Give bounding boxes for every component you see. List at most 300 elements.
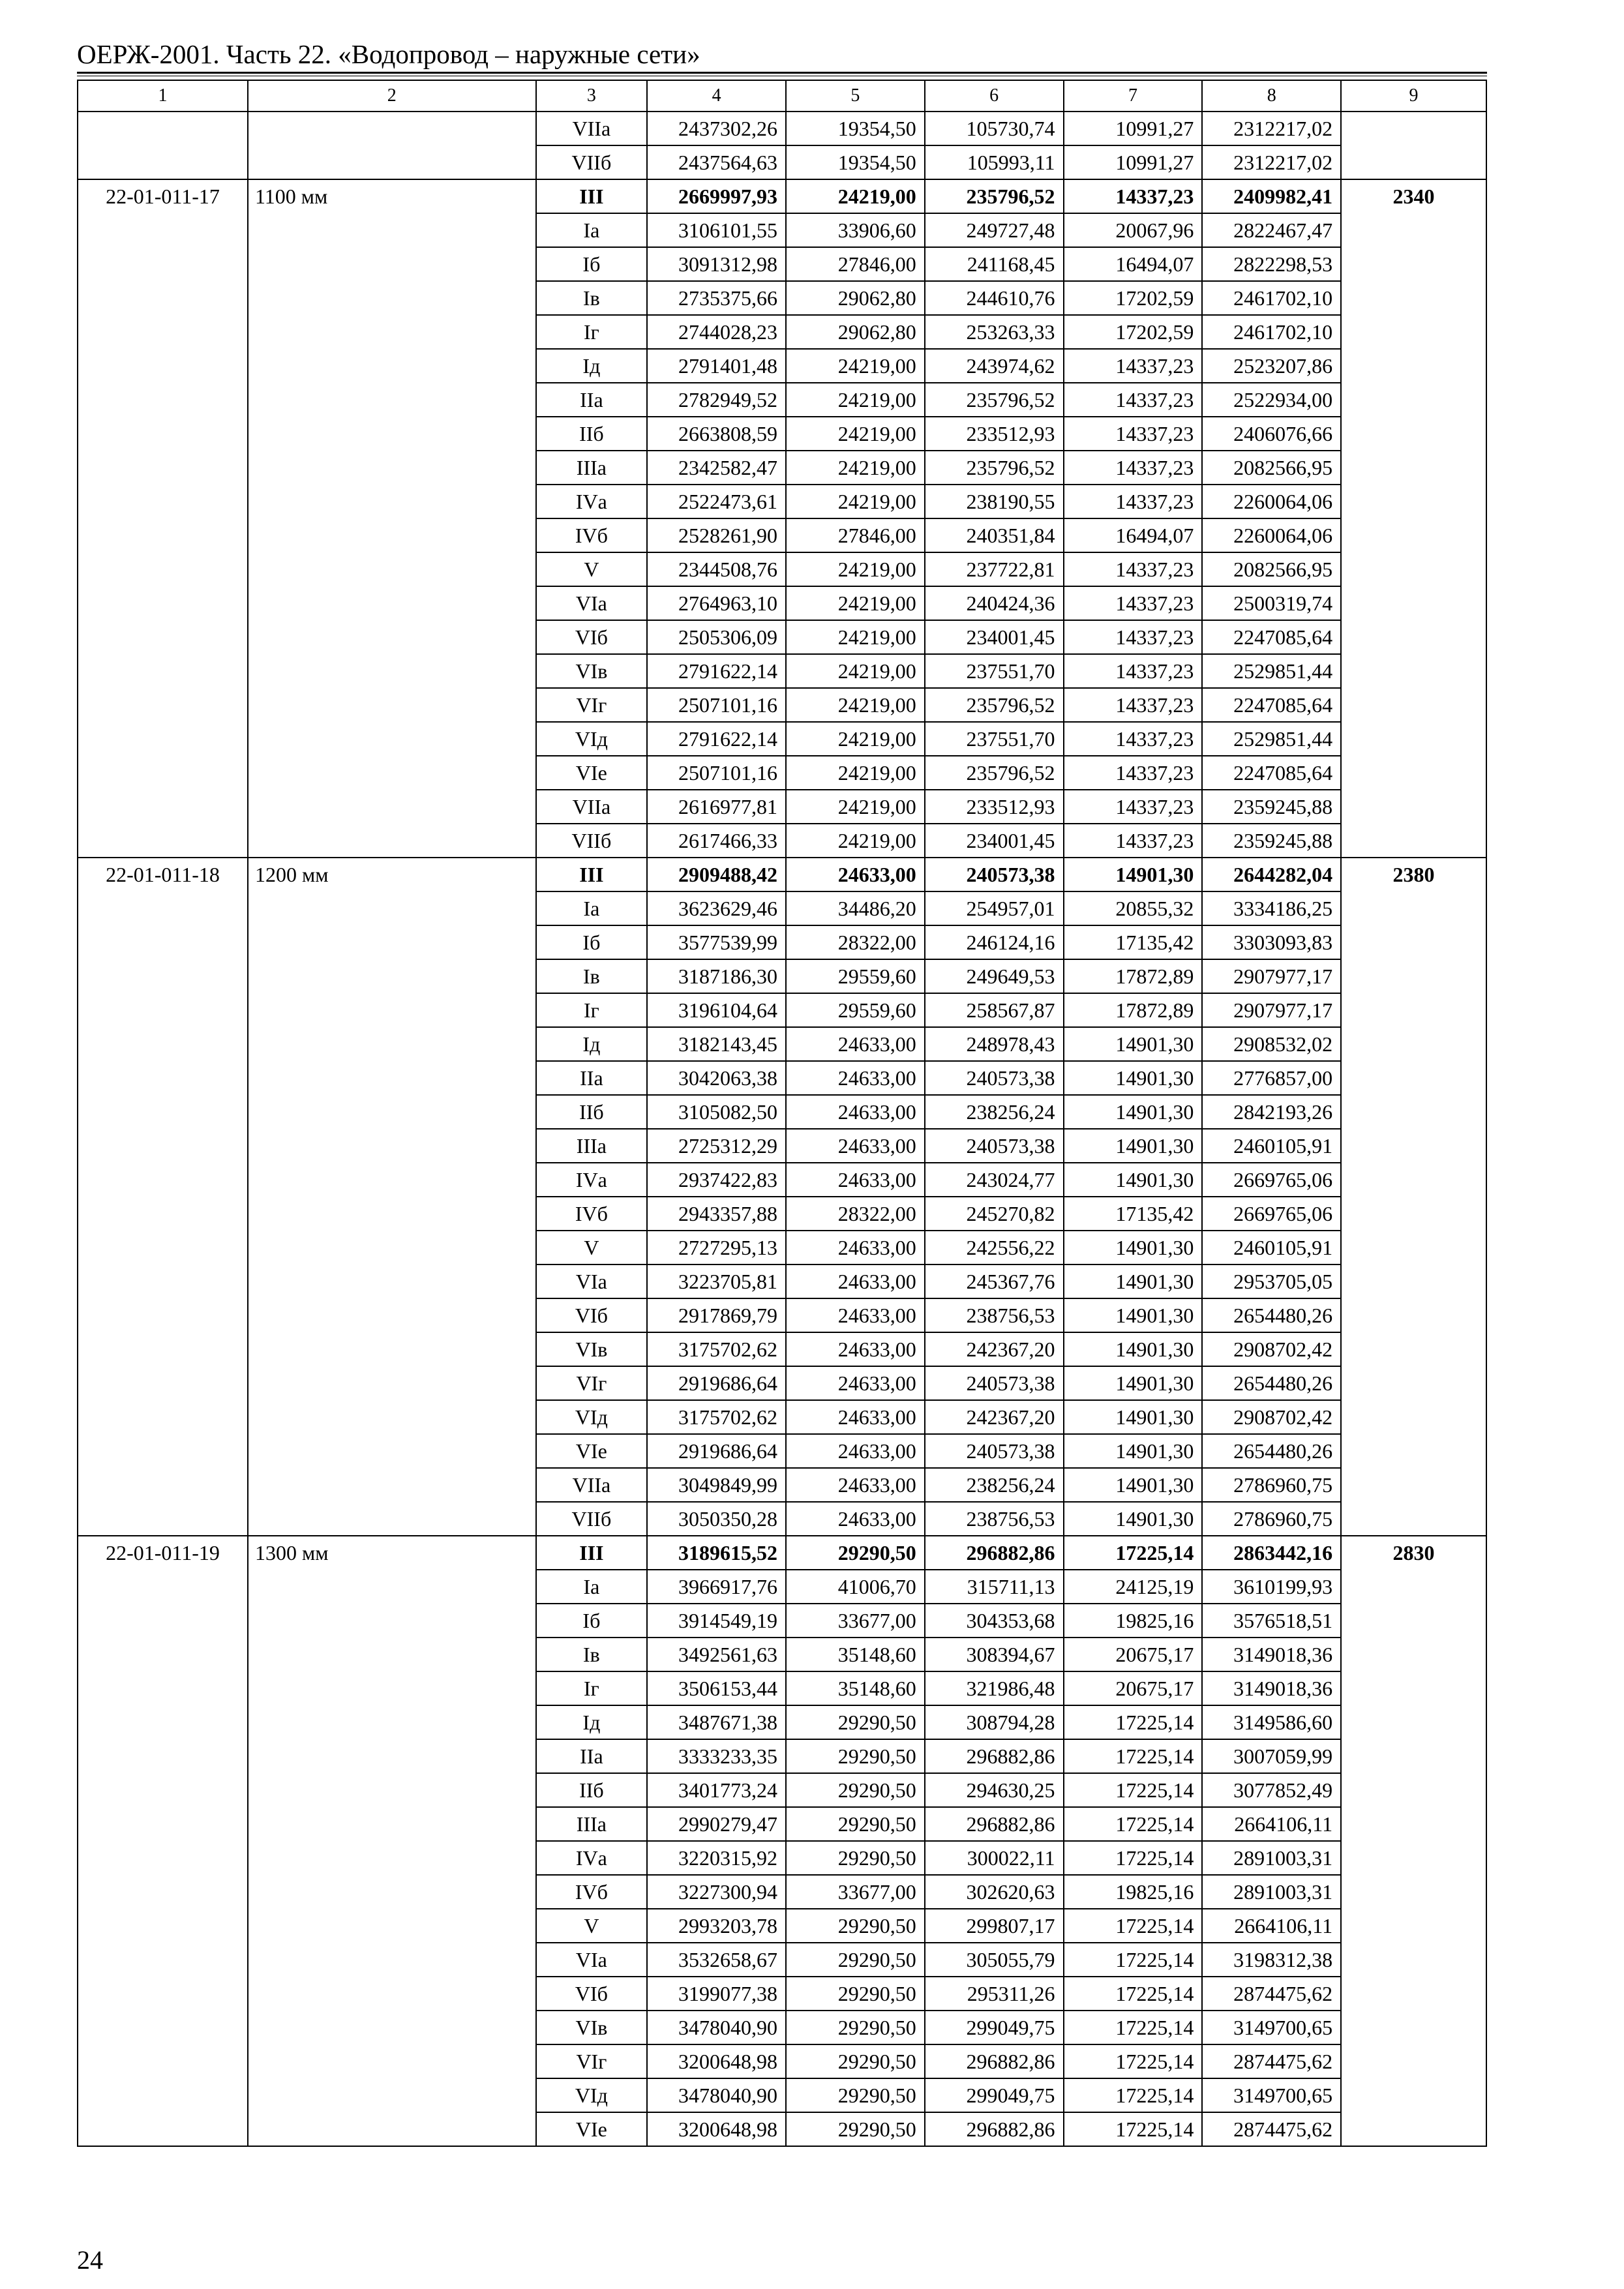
- cell-value: 14337,23: [1064, 485, 1203, 518]
- cell-value: 24219,00: [786, 688, 925, 722]
- cell-value: 17225,14: [1064, 2011, 1203, 2044]
- cell-value: 3189615,52: [647, 1536, 786, 1570]
- cell-value: 17225,14: [1064, 1909, 1203, 1943]
- cell-value: 3966917,76: [647, 1570, 786, 1604]
- cell-value: 308394,67: [925, 1638, 1064, 1671]
- cell-value: 2359245,88: [1202, 824, 1341, 858]
- cell-value: 24219,00: [786, 620, 925, 654]
- cell-value: 2669765,06: [1202, 1163, 1341, 1197]
- cell-value: 240573,38: [925, 1129, 1064, 1163]
- cell-value: 2776857,00: [1202, 1061, 1341, 1095]
- cell-value: 35148,60: [786, 1671, 925, 1705]
- cell-zone: Iа: [536, 1570, 648, 1604]
- cell-value: 3149586,60: [1202, 1705, 1341, 1739]
- cell-value: 2791401,48: [647, 349, 786, 383]
- cell-value: 2786960,75: [1202, 1468, 1341, 1502]
- cell-value: 233512,93: [925, 790, 1064, 824]
- cell-zone: IIIа: [536, 1129, 648, 1163]
- cell-value: 3077852,49: [1202, 1773, 1341, 1807]
- cell-value: 2460105,91: [1202, 1231, 1341, 1264]
- cell-value: 2082566,95: [1202, 552, 1341, 586]
- cell-value: 24219,00: [786, 586, 925, 620]
- cell-value: 2344508,76: [647, 552, 786, 586]
- cell-name: 1300 мм: [248, 1536, 536, 2146]
- cell-value: 24633,00: [786, 1434, 925, 1468]
- cell-zone: IVа: [536, 485, 648, 518]
- cell-value: 20675,17: [1064, 1671, 1203, 1705]
- cell-value: 14901,30: [1064, 1163, 1203, 1197]
- cell-zone: VIд: [536, 1400, 648, 1434]
- cell-zone: VIIб: [536, 824, 648, 858]
- column-header: 9: [1341, 80, 1486, 112]
- cell-value: 235796,52: [925, 383, 1064, 417]
- cell-value: 296882,86: [925, 1739, 1064, 1773]
- cell-value: 2937422,83: [647, 1163, 786, 1197]
- cell-zone: VIг: [536, 688, 648, 722]
- cell-value: 2437564,63: [647, 145, 786, 179]
- cell-value: 24219,00: [786, 790, 925, 824]
- cell-value: 24219,00: [786, 824, 925, 858]
- cell-value: 10991,27: [1064, 145, 1203, 179]
- cell-value: 2312217,02: [1202, 112, 1341, 145]
- cell-value: 28322,00: [786, 925, 925, 959]
- cell-value: 14337,23: [1064, 349, 1203, 383]
- cell-value: 24633,00: [786, 1502, 925, 1536]
- cell-value: 2529851,44: [1202, 654, 1341, 688]
- table-row: [78, 1536, 1486, 1570]
- cell-value: 17225,14: [1064, 2112, 1203, 2146]
- cell-value: 2908702,42: [1202, 1332, 1341, 1366]
- cell-zone: VIе: [536, 1434, 648, 1468]
- cell-value: 3042063,38: [647, 1061, 786, 1095]
- cell-value: 20855,32: [1064, 891, 1203, 925]
- cell-value: 3175702,62: [647, 1332, 786, 1366]
- cell-value: 17225,14: [1064, 1807, 1203, 1841]
- cell-value: 2764963,10: [647, 586, 786, 620]
- cell-value: 3532658,67: [647, 1943, 786, 1977]
- cell-value: 2500319,74: [1202, 586, 1341, 620]
- cell-value: 2725312,29: [647, 1129, 786, 1163]
- cell-value: 2943357,88: [647, 1197, 786, 1231]
- cell-value: 2842193,26: [1202, 1095, 1341, 1129]
- cell-zone: Iд: [536, 1705, 648, 1739]
- cell-value: 3187186,30: [647, 959, 786, 993]
- cell-value: 302620,63: [925, 1875, 1064, 1909]
- cell-value: 105993,11: [925, 145, 1064, 179]
- cell-value: 24633,00: [786, 1027, 925, 1061]
- cell-value: 2909488,42: [647, 858, 786, 891]
- cell-value: 3577539,99: [647, 925, 786, 959]
- cell-value: 14337,23: [1064, 179, 1203, 213]
- cell-value: 29290,50: [786, 1909, 925, 1943]
- cell-value: 14901,30: [1064, 1061, 1203, 1095]
- cell-value: 14337,23: [1064, 722, 1203, 756]
- cell-value: 3149018,36: [1202, 1638, 1341, 1671]
- cell-zone: VIб: [536, 620, 648, 654]
- cell-value: 17225,14: [1064, 1705, 1203, 1739]
- cell-value: 3199077,38: [647, 1977, 786, 2011]
- cell-value: 2644282,04: [1202, 858, 1341, 891]
- cell-zone: V: [536, 1231, 648, 1264]
- cell-value: 2461702,10: [1202, 281, 1341, 315]
- cell-value: 2863442,16: [1202, 1536, 1341, 1570]
- cell-value: 238756,53: [925, 1298, 1064, 1332]
- cell-value: 299049,75: [925, 2078, 1064, 2112]
- cell-value: 240424,36: [925, 586, 1064, 620]
- table-row: [78, 858, 1486, 891]
- cell-code: 22-01-011-18: [78, 858, 248, 1536]
- cell-value: 24219,00: [786, 722, 925, 756]
- cell-value: 19825,16: [1064, 1875, 1203, 1909]
- cell-value: 3149700,65: [1202, 2078, 1341, 2112]
- cell-value: 2247085,64: [1202, 756, 1341, 790]
- cell-zone: IIб: [536, 417, 648, 451]
- cell-value: 254957,01: [925, 891, 1064, 925]
- cell-zone: VIв: [536, 2011, 648, 2044]
- cell-value: 14901,30: [1064, 1400, 1203, 1434]
- column-header: 7: [1064, 80, 1203, 112]
- cell-zone: VIIа: [536, 1468, 648, 1502]
- cell-value: 17225,14: [1064, 1841, 1203, 1875]
- cell-value: 29290,50: [786, 2112, 925, 2146]
- cell-value: 19825,16: [1064, 1604, 1203, 1638]
- cell-value: 238756,53: [925, 1502, 1064, 1536]
- cell-value: 35148,60: [786, 1638, 925, 1671]
- cell-value: 27846,00: [786, 518, 925, 552]
- column-header: 8: [1202, 80, 1341, 112]
- cell-value: 20675,17: [1064, 1638, 1203, 1671]
- cell-value: 295311,26: [925, 1977, 1064, 2011]
- cell-value: 240573,38: [925, 1061, 1064, 1095]
- cell-value: 14901,30: [1064, 1468, 1203, 1502]
- cell-value: 34486,20: [786, 891, 925, 925]
- cell-zone: Iг: [536, 315, 648, 349]
- cell-zone: IVа: [536, 1163, 648, 1197]
- cell-value: 24219,00: [786, 417, 925, 451]
- cell-value: 246124,16: [925, 925, 1064, 959]
- cell-value: 105730,74: [925, 112, 1064, 145]
- cell-value: 14337,23: [1064, 383, 1203, 417]
- cell-zone: Iв: [536, 959, 648, 993]
- cell-value: 240351,84: [925, 518, 1064, 552]
- cell-zone: IIIа: [536, 1807, 648, 1841]
- cell-value: 14901,30: [1064, 1366, 1203, 1400]
- cell-zone: VIд: [536, 2078, 648, 2112]
- cell-value: 2654480,26: [1202, 1298, 1341, 1332]
- cell-value: 17872,89: [1064, 993, 1203, 1027]
- cell-col9: [1341, 112, 1486, 179]
- cell-value: 3914549,19: [647, 1604, 786, 1638]
- cell-value: 2874475,62: [1202, 1977, 1341, 2011]
- cell-value: 14901,30: [1064, 1298, 1203, 1332]
- cell-zone: VIв: [536, 1332, 648, 1366]
- cell-value: 24633,00: [786, 1163, 925, 1197]
- cell-value: 24633,00: [786, 1400, 925, 1434]
- cell-value: 17225,14: [1064, 1773, 1203, 1807]
- column-header: 3: [536, 80, 648, 112]
- cell-value: 24633,00: [786, 858, 925, 891]
- cell-value: 300022,11: [925, 1841, 1064, 1875]
- cell-zone: VIIа: [536, 790, 648, 824]
- cell-value: 24633,00: [786, 1298, 925, 1332]
- cell-value: 2990279,47: [647, 1807, 786, 1841]
- cell-value: 14901,30: [1064, 1434, 1203, 1468]
- cell-value: 242367,20: [925, 1400, 1064, 1434]
- table-row: [78, 179, 1486, 213]
- cell-zone: VIб: [536, 1977, 648, 2011]
- cell-zone: VIе: [536, 2112, 648, 2146]
- cell-value: 304353,68: [925, 1604, 1064, 1638]
- cell-name: 1200 мм: [248, 858, 536, 1536]
- cell-value: 315711,13: [925, 1570, 1064, 1604]
- cell-value: 16494,07: [1064, 247, 1203, 281]
- cell-value: 14901,30: [1064, 1332, 1203, 1366]
- cell-value: 299049,75: [925, 2011, 1064, 2044]
- cell-value: 29062,80: [786, 315, 925, 349]
- cell-value: 29290,50: [786, 1807, 925, 1841]
- cell-value: 24633,00: [786, 1129, 925, 1163]
- cell-value: 2260064,06: [1202, 518, 1341, 552]
- cell-value: 245367,76: [925, 1264, 1064, 1298]
- cell-value: 29290,50: [786, 1739, 925, 1773]
- cell-zone: VIд: [536, 722, 648, 756]
- cell-value: 14337,23: [1064, 824, 1203, 858]
- cell-value: 24633,00: [786, 1468, 925, 1502]
- cell-col9: 2830: [1341, 1536, 1486, 2146]
- cell-value: 3196104,64: [647, 993, 786, 1027]
- cell-value: 29290,50: [786, 1841, 925, 1875]
- cell-name: 1100 мм: [248, 179, 536, 858]
- cell-value: 299807,17: [925, 1909, 1064, 1943]
- cell-zone: IIа: [536, 383, 648, 417]
- cell-value: 296882,86: [925, 2112, 1064, 2146]
- cell-value: 238256,24: [925, 1468, 1064, 1502]
- cell-code: [78, 112, 248, 179]
- cell-value: 3049849,99: [647, 1468, 786, 1502]
- cell-value: 249649,53: [925, 959, 1064, 993]
- cell-name: [248, 112, 536, 179]
- cell-value: 2791622,14: [647, 722, 786, 756]
- cell-value: 33677,00: [786, 1875, 925, 1909]
- cell-value: 2082566,95: [1202, 451, 1341, 485]
- cell-value: 2786960,75: [1202, 1502, 1341, 1536]
- cell-value: 2907977,17: [1202, 959, 1341, 993]
- cell-value: 29290,50: [786, 1773, 925, 1807]
- cell-value: 2822298,53: [1202, 247, 1341, 281]
- cell-col9: 2340: [1341, 179, 1486, 858]
- cell-value: 24633,00: [786, 1095, 925, 1129]
- price-table: [77, 80, 1487, 2147]
- cell-value: 2907977,17: [1202, 993, 1341, 1027]
- cell-value: 24219,00: [786, 654, 925, 688]
- cell-value: 29290,50: [786, 1536, 925, 1570]
- cell-value: 24219,00: [786, 383, 925, 417]
- header-rule-thick: [77, 72, 1487, 74]
- cell-value: 2529851,44: [1202, 722, 1341, 756]
- cell-value: 2669765,06: [1202, 1197, 1341, 1231]
- cell-value: 27846,00: [786, 247, 925, 281]
- cell-value: 14901,30: [1064, 1231, 1203, 1264]
- cell-value: 244610,76: [925, 281, 1064, 315]
- cell-value: 2523207,86: [1202, 349, 1341, 383]
- cell-value: 253263,33: [925, 315, 1064, 349]
- cell-value: 14337,23: [1064, 688, 1203, 722]
- cell-value: 3149018,36: [1202, 1671, 1341, 1705]
- cell-value: 2664106,11: [1202, 1807, 1341, 1841]
- cell-zone: Iд: [536, 349, 648, 383]
- cell-value: 235796,52: [925, 688, 1064, 722]
- cell-value: 2822467,47: [1202, 213, 1341, 247]
- cell-value: 14901,30: [1064, 1129, 1203, 1163]
- cell-value: 2528261,90: [647, 518, 786, 552]
- column-number-row: [78, 80, 1486, 112]
- cell-value: 3506153,44: [647, 1671, 786, 1705]
- cell-zone: IVа: [536, 1841, 648, 1875]
- cell-value: 3105082,50: [647, 1095, 786, 1129]
- cell-zone: VIв: [536, 654, 648, 688]
- cell-value: 14337,23: [1064, 417, 1203, 451]
- cell-value: 3223705,81: [647, 1264, 786, 1298]
- cell-value: 24219,00: [786, 349, 925, 383]
- cell-value: 29290,50: [786, 2044, 925, 2078]
- cell-value: 2505306,09: [647, 620, 786, 654]
- cell-value: 2260064,06: [1202, 485, 1341, 518]
- column-header: 5: [786, 80, 925, 112]
- cell-value: 29290,50: [786, 1977, 925, 2011]
- cell-value: 3200648,98: [647, 2044, 786, 2078]
- cell-value: 3610199,93: [1202, 1570, 1341, 1604]
- cell-value: 242556,22: [925, 1231, 1064, 1264]
- cell-value: 2522473,61: [647, 485, 786, 518]
- cell-value: 240573,38: [925, 1434, 1064, 1468]
- cell-value: 3478040,90: [647, 2078, 786, 2112]
- cell-value: 2359245,88: [1202, 790, 1341, 824]
- cell-zone: VIг: [536, 1366, 648, 1400]
- cell-zone: Iг: [536, 993, 648, 1027]
- cell-value: 2409982,41: [1202, 179, 1341, 213]
- cell-value: 17225,14: [1064, 1977, 1203, 2011]
- cell-value: 17225,14: [1064, 1943, 1203, 1977]
- cell-value: 24219,00: [786, 485, 925, 518]
- cell-value: 240573,38: [925, 858, 1064, 891]
- cell-value: 2917869,79: [647, 1298, 786, 1332]
- cell-value: 3182143,45: [647, 1027, 786, 1061]
- cell-value: 3106101,55: [647, 213, 786, 247]
- cell-value: 237722,81: [925, 552, 1064, 586]
- cell-value: 2669997,93: [647, 179, 786, 213]
- cell-value: 29559,60: [786, 993, 925, 1027]
- cell-value: 24633,00: [786, 1231, 925, 1264]
- cell-zone: VIIб: [536, 145, 648, 179]
- cell-value: 2908702,42: [1202, 1400, 1341, 1434]
- cell-value: 24633,00: [786, 1264, 925, 1298]
- cell-zone: Iд: [536, 1027, 648, 1061]
- cell-value: 3303093,83: [1202, 925, 1341, 959]
- cell-value: 28322,00: [786, 1197, 925, 1231]
- cell-value: 234001,45: [925, 824, 1064, 858]
- cell-value: 29290,50: [786, 2078, 925, 2112]
- page-header-title: ОЕРЖ-2001. Часть 22. «Водопровод – наружные сети»: [77, 39, 700, 69]
- price-table-body: [78, 80, 1486, 2146]
- cell-value: 24219,00: [786, 552, 925, 586]
- cell-value: 296882,86: [925, 2044, 1064, 2078]
- cell-value: 296882,86: [925, 1536, 1064, 1570]
- cell-value: 24219,00: [786, 451, 925, 485]
- cell-value: 3576518,51: [1202, 1604, 1341, 1638]
- cell-value: 2616977,81: [647, 790, 786, 824]
- cell-value: 2874475,62: [1202, 2044, 1341, 2078]
- cell-value: 2919686,64: [647, 1366, 786, 1400]
- cell-value: 2406076,66: [1202, 417, 1341, 451]
- cell-value: 3227300,94: [647, 1875, 786, 1909]
- cell-value: 17135,42: [1064, 1197, 1203, 1231]
- cell-zone: III: [536, 1536, 648, 1570]
- cell-zone: IVб: [536, 1197, 648, 1231]
- cell-value: 29290,50: [786, 1705, 925, 1739]
- cell-value: 242367,20: [925, 1332, 1064, 1366]
- cell-zone: V: [536, 1909, 648, 1943]
- cell-zone: IIб: [536, 1095, 648, 1129]
- cell-value: 233512,93: [925, 417, 1064, 451]
- cell-value: 258567,87: [925, 993, 1064, 1027]
- cell-value: 3487671,38: [647, 1705, 786, 1739]
- cell-zone: Iб: [536, 925, 648, 959]
- cell-value: 2744028,23: [647, 315, 786, 349]
- cell-value: 19354,50: [786, 145, 925, 179]
- cell-value: 14901,30: [1064, 858, 1203, 891]
- cell-value: 2953705,05: [1202, 1264, 1341, 1298]
- cell-value: 249727,48: [925, 213, 1064, 247]
- cell-value: 2522934,00: [1202, 383, 1341, 417]
- cell-zone: VIа: [536, 1943, 648, 1977]
- cell-value: 14901,30: [1064, 1502, 1203, 1536]
- table-row: [78, 112, 1486, 145]
- cell-value: 14337,23: [1064, 654, 1203, 688]
- cell-zone: VIа: [536, 1264, 648, 1298]
- cell-value: 29062,80: [786, 281, 925, 315]
- cell-value: 3007059,99: [1202, 1739, 1341, 1773]
- cell-value: 240573,38: [925, 1366, 1064, 1400]
- cell-value: 29559,60: [786, 959, 925, 993]
- cell-zone: Iг: [536, 1671, 648, 1705]
- cell-zone: V: [536, 552, 648, 586]
- cell-zone: Iб: [536, 247, 648, 281]
- cell-value: 2247085,64: [1202, 688, 1341, 722]
- cell-value: 294630,25: [925, 1773, 1064, 1807]
- cell-value: 2460105,91: [1202, 1129, 1341, 1163]
- cell-zone: Iв: [536, 281, 648, 315]
- cell-zone: IVб: [536, 1875, 648, 1909]
- cell-value: 41006,70: [786, 1570, 925, 1604]
- cell-value: 20067,96: [1064, 213, 1203, 247]
- cell-value: 24633,00: [786, 1061, 925, 1095]
- cell-zone: VIIа: [536, 112, 648, 145]
- cell-value: 24633,00: [786, 1332, 925, 1366]
- cell-value: 2247085,64: [1202, 620, 1341, 654]
- cell-value: 17225,14: [1064, 1536, 1203, 1570]
- cell-value: 2791622,14: [647, 654, 786, 688]
- cell-value: 14337,23: [1064, 451, 1203, 485]
- cell-value: 33906,60: [786, 213, 925, 247]
- cell-zone: Iа: [536, 891, 648, 925]
- cell-value: 14901,30: [1064, 1027, 1203, 1061]
- cell-value: 2437302,26: [647, 112, 786, 145]
- cell-value: 17202,59: [1064, 281, 1203, 315]
- cell-zone: VIб: [536, 1298, 648, 1332]
- cell-value: 33677,00: [786, 1604, 925, 1638]
- cell-value: 3623629,46: [647, 891, 786, 925]
- cell-value: 19354,50: [786, 112, 925, 145]
